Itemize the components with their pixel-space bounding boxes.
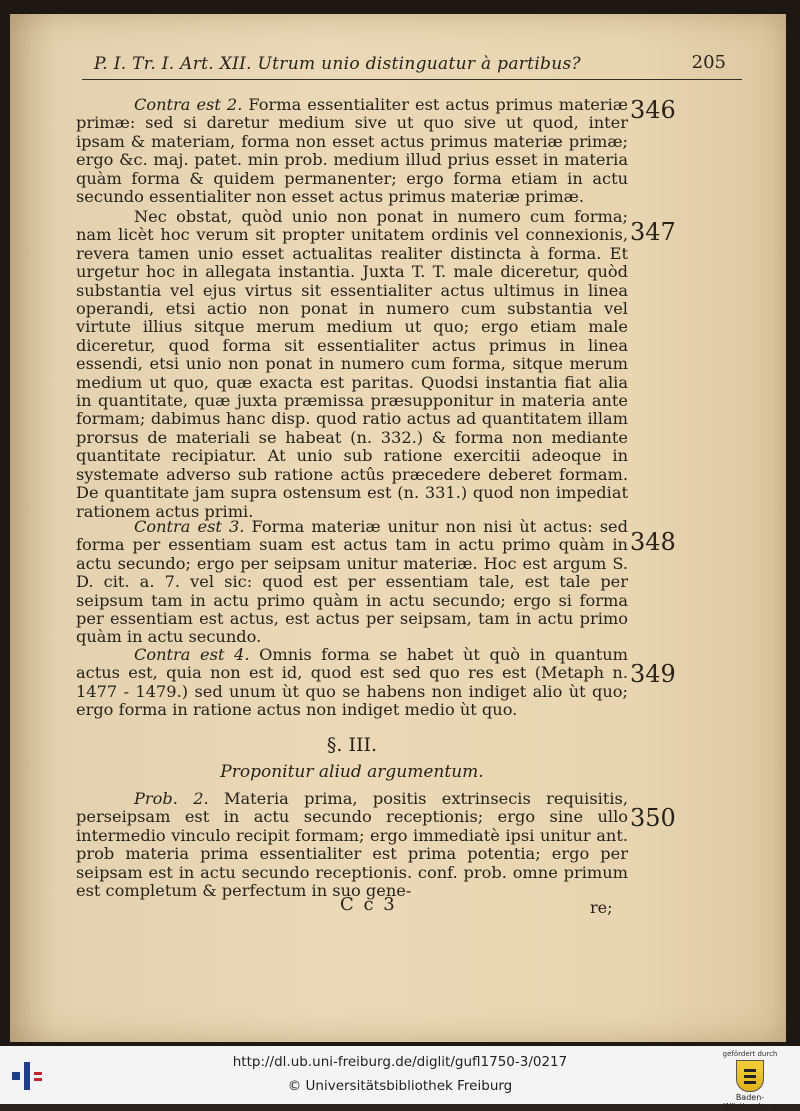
paragraph-body: Materia prima, positis extrinsecis requisitis, perseipsam est in actu secundo receptionis; ergo sine ullo intermedio vinculo recipit formam; ergo immediatè ipsi unitur ant. prob materia prima essentialiter est prima potentia; ergo per seipsam est in actu secundo receptionis. conf. prob. omne primum est completum & perfectum in suo gene- (76, 789, 628, 901)
margin-number: 349 (630, 660, 676, 688)
header-rule (82, 79, 742, 80)
margin-number: 347 (630, 218, 676, 246)
catchword: re; (590, 898, 613, 917)
copyright-notice: © Universitätsbibliothek Freiburg (287, 1078, 513, 1094)
running-title: P. I. Tr. I. Art. XII. Utrum unio distinguatur à partibus? (94, 54, 581, 74)
paragraph-body: Omnis forma se habet ùt quò in quantum actus est, quia non est id, quod est sed quo res est (Metaph n. 1477 - 1479.) sed unum ùt quo se habens non indiget alio ùt quo; ergo forma in ratione actus non indiget medio ùt quo. (76, 645, 628, 720)
paragraph-lead: Contra est 3. (134, 517, 245, 536)
paragraph-lead: Contra est 2. (134, 95, 243, 114)
paragraph-346 (76, 96, 628, 206)
paragraph-348 (76, 518, 628, 647)
section-heading: §. III. (326, 734, 378, 756)
paragraph-lead: Contra est 4. (134, 645, 250, 664)
margin-number: 348 (630, 528, 676, 556)
paragraph-349 (76, 646, 628, 720)
paragraph-body: Forma essentialiter est actus primus materiæ primæ: sed si daretur medium sive ut quo sive ut quod, inter ipsam & materiam, forma non esset actus primus materiæ primæ; ergo &c. maj. patet. min prob. medium illud prius esset in materia quàm forma & quidem permanenter; ergo forma etiam in actu secundo essentialiter non esset actus primus materiæ primæ. (76, 95, 628, 207)
margin-number: 350 (630, 804, 676, 832)
running-header (82, 50, 742, 76)
sponsor-block (710, 1050, 790, 1111)
paragraph-347 (76, 208, 628, 521)
margin-number: 346 (630, 96, 676, 124)
sponsor-name: Baden-Württemberg (723, 1093, 777, 1111)
viewer-footer-bar (0, 1046, 800, 1111)
baden-wuerttemberg-crest-icon (736, 1060, 764, 1092)
permalink-url[interactable]: http://dl.ub.uni-freiburg.de/diglit/gufl1750-3/0217 (232, 1054, 568, 1070)
paragraph-350 (76, 790, 628, 900)
paragraph-body: Forma materiæ unitur non nisi ùt actus: sed forma per essentiam suam est actus tam in actu primo quàm in actu secundo; ergo per seipsam unitur materiæ. Hoc est argum S. D. cit. a. 7. vel sic: quod est per essentiam tale, est tale per seipsum tam in actu primo quàm in actu secundo; ergo si forma per essentiam est actus, est actus per seipsam, tam in actu primo quàm in actu secundo. (76, 517, 628, 647)
paragraph-lead: Prob. 2. (134, 789, 209, 808)
sponsor-label: gefördert durch (722, 1050, 778, 1058)
paragraph-body: Nec obstat, quòd unio non ponat in numero cum forma; nam licèt hoc verum sit propter unitatem ordinis vel connexionis, revera tamen unio esset actualitas realiter distincta à forma. Et urgetur hoc in allegata instantia. Juxta T. T. male diceretur, quòd substantia vel ejus virtus sit essentialiter actus ultimus in linea operandi, etsi actio non ponat in numero cum substantia vel virtute illius sitque merum medium ut quo; ergo etiam male diceretur, quod forma sit essentialiter actus primus in linea essendi, etsi unio non ponat in numero cum forma, sitque merum medium ut quo, quæ exacta est paritas. Quodsi instantia fiat alia in quantitate, quæ juxta præmissa præsupponitur in materia ante formam; dabimus hanc disp. quod ratio actus ad quantitatem illam prorsus de materiali se habeat (n. 332.) & forma non mediante quantitate recipiatur. At unio sub ratione exercitii adeoque in systemate adverso sub ratione actûs præcedere deberet formam. De quantitate jam supra ostensum est (n. 331.) quod non impediat rationem actus primi. (76, 207, 628, 521)
signature-mark: C c 3 (340, 894, 397, 915)
section-subheading: Proponitur aliud argumentum. (220, 762, 484, 782)
page-number: 205 (691, 52, 726, 73)
